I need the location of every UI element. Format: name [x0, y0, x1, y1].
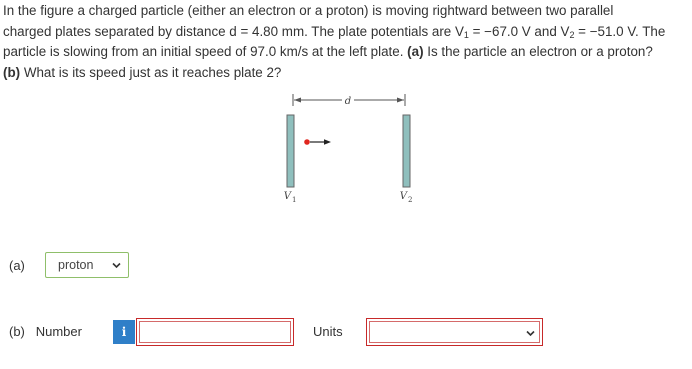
v1-subscript: 1	[463, 29, 469, 40]
velocity-arrowhead	[324, 139, 331, 144]
plates-figure	[276, 93, 418, 205]
speed-number-input-inner[interactable]	[139, 321, 291, 343]
v1-label-sub: 1	[292, 196, 297, 204]
v2-label: V	[399, 191, 407, 202]
particle-type-select[interactable]	[45, 252, 129, 278]
part-b-tag: (b)	[3, 64, 21, 80]
question-line-1: In the figure a charged particle (either an electron or a proton) is moving rightward between two parallel	[3, 3, 614, 18]
plate-2	[403, 115, 410, 187]
units-select[interactable]	[366, 318, 543, 346]
question-text	[3, 1, 689, 83]
chevron-down-icon	[112, 261, 121, 270]
part-a-label: (a)	[9, 258, 25, 273]
particle-type-value: proton	[58, 258, 94, 272]
units-select-inner[interactable]	[369, 321, 540, 343]
info-icon[interactable]: i	[113, 320, 135, 344]
question-line-3a: particle is slowing from an initial speed of 97.0 km/s at the left plate.	[3, 44, 408, 59]
question-line-2a: charged plates separated by distance d = 4.80 mm. The plate potentials are V	[3, 23, 464, 39]
question-line-3b: Is the particle an electron or a proton?	[423, 44, 653, 59]
question-line-2c: = −51.0 V. The	[574, 23, 666, 39]
d-arrowhead-left	[294, 98, 301, 103]
plate-1	[287, 115, 294, 187]
part-b-label: (b) Number	[9, 324, 82, 339]
question-line-4: What is its speed just as it reaches plate 2?	[20, 64, 282, 80]
speed-number-input[interactable]	[136, 318, 294, 346]
d-arrowhead-right	[397, 98, 404, 103]
v2-subscript: 2	[569, 29, 575, 40]
v2-label-sub: 2	[408, 196, 413, 204]
plates-diagram	[276, 93, 418, 205]
charged-particle	[304, 139, 310, 145]
part-a-tag: (a)	[407, 44, 424, 59]
v1-label: V	[283, 191, 291, 202]
d-label: d	[344, 96, 352, 107]
units-label: Units	[313, 324, 343, 339]
chevron-down-icon	[526, 329, 535, 338]
question-line-2b: = −67.0 V and V	[468, 23, 570, 39]
